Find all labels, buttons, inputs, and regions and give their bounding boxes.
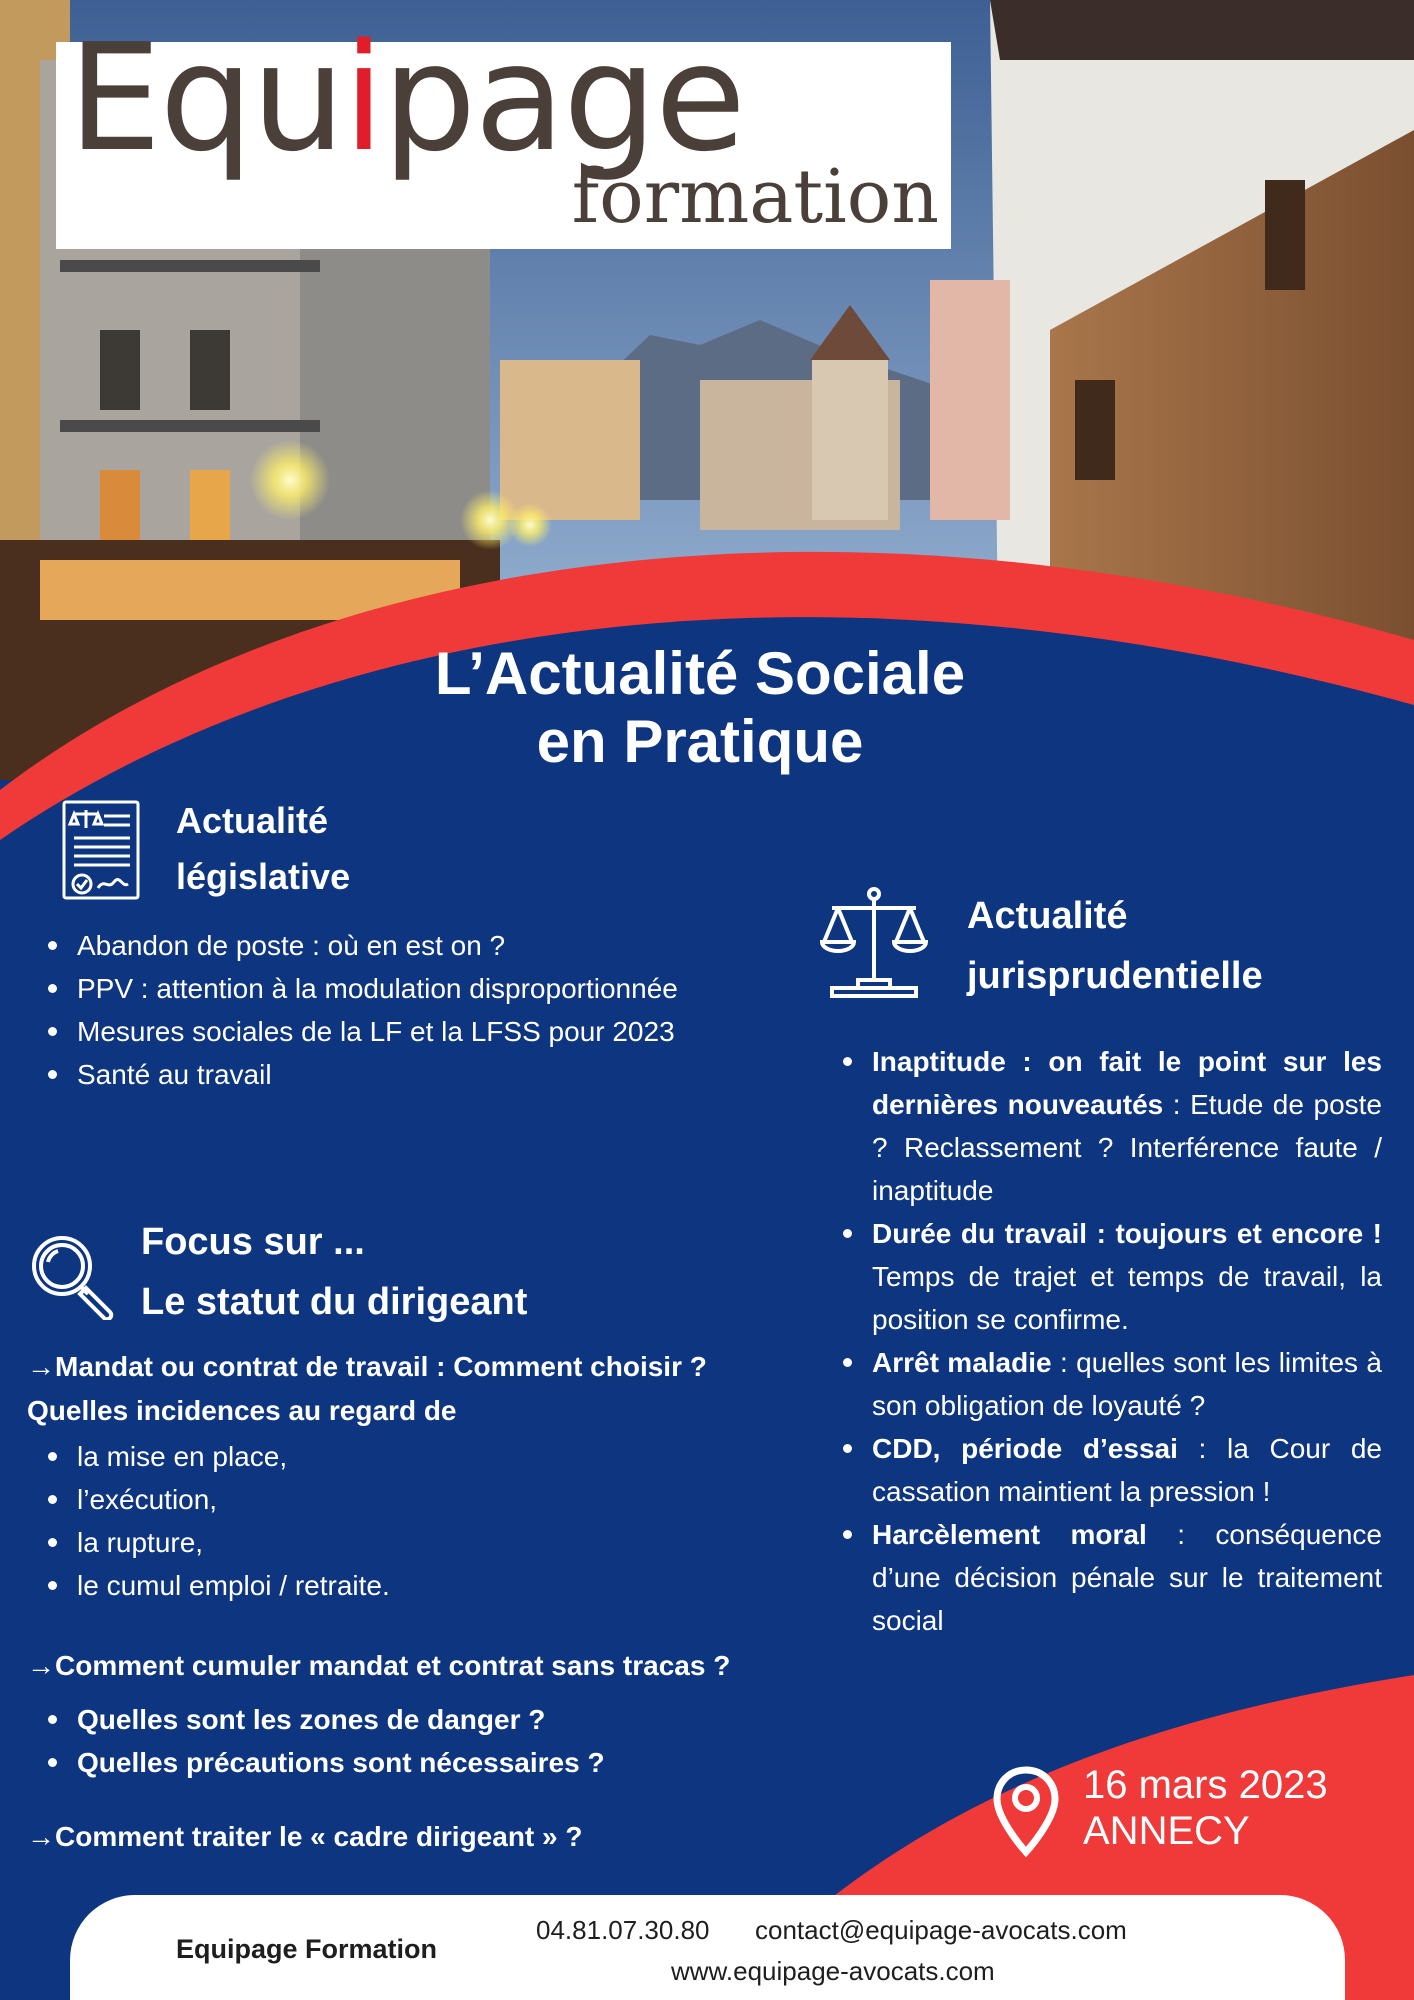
- event-city: ANNECY: [1083, 1809, 1250, 1853]
- list-item: Abandon de poste : où en est on ?: [27, 924, 725, 967]
- list-item: l’exécution,: [27, 1478, 627, 1521]
- logo: [56, 12, 951, 249]
- footer-phone[interactable]: 04.81.07.30.80: [536, 1915, 710, 1945]
- list-item: Quelles précautions sont nécessaires ?: [27, 1741, 727, 1784]
- footer-email[interactable]: contact@equipage-avocats.com: [755, 1915, 1127, 1945]
- list-item: le cumul emploi / retraite.: [27, 1564, 627, 1607]
- list-item: la rupture,: [27, 1521, 627, 1564]
- page-title: [300, 640, 1100, 776]
- legislative-heading: Actualité législative: [176, 800, 351, 897]
- logo-wordmark: Equipage: [68, 12, 745, 184]
- scales-icon: [818, 884, 930, 998]
- list-item: Inaptitude : on fait le point sur les dernières nouveautés : Etude de poste ? Reclassement ? Interférence faute / inaptitude: [822, 1040, 1382, 1212]
- jurisprudence-list: [822, 1040, 1382, 1642]
- list-item: la mise en place,: [27, 1435, 627, 1478]
- list-item: Harcèlement moral : conséquence d’une décision pénale sur le traitement social: [822, 1513, 1382, 1642]
- list-item: CDD, période d’essai : la Cour de cassation maintient la pression !: [822, 1427, 1382, 1513]
- cadre-question: →Comment traiter le « cadre dirigeant » ?: [27, 1821, 583, 1852]
- list-item: Quelles sont les zones de danger ?: [27, 1698, 727, 1741]
- list-item: PPV : attention à la modulation disproportionnée: [27, 967, 725, 1010]
- mandat-list: [27, 1435, 627, 1607]
- event-date-location: [1083, 1762, 1328, 1854]
- incidences-intro: Quelles incidences au regard de: [27, 1395, 457, 1426]
- legal-document-icon: [58, 798, 144, 902]
- list-item: Santé au travail: [27, 1053, 725, 1096]
- list-item: Arrêt maladie : quelles sont les limites à son obligation de loyauté ?: [822, 1341, 1382, 1427]
- cumul-question: →Comment cumuler mandat et contrat sans tracas ?: [27, 1650, 731, 1681]
- logo-subtitle: formation: [571, 154, 939, 240]
- jurisprudence-heading: Actualité jurisprudentielle: [967, 895, 1263, 997]
- footer-company: Equipage Formation: [176, 1934, 438, 1964]
- list-item: Durée du travail : toujours et encore ! Temps de trajet et temps de travail, la position se confirme.: [822, 1212, 1382, 1341]
- title-line-2: en Pratique: [536, 708, 864, 775]
- event-date: 16 mars 2023: [1083, 1763, 1328, 1807]
- focus-heading: Focus sur ... Le statut du dirigeant: [141, 1221, 528, 1323]
- mandat-question: →Mandat ou contrat de travail : Comment choisir ?: [27, 1351, 707, 1382]
- footer-website[interactable]: www.equipage-avocats.com: [671, 1956, 995, 1986]
- magnifier-icon: [28, 1232, 116, 1320]
- list-item: Mesures sociales de la LF et la LFSS pour 2023: [27, 1010, 725, 1053]
- legislative-list: [27, 924, 725, 1096]
- cumul-list: [27, 1698, 727, 1784]
- title-line-1: L’Actualité Sociale: [434, 640, 966, 707]
- location-pin-icon: [993, 1766, 1059, 1858]
